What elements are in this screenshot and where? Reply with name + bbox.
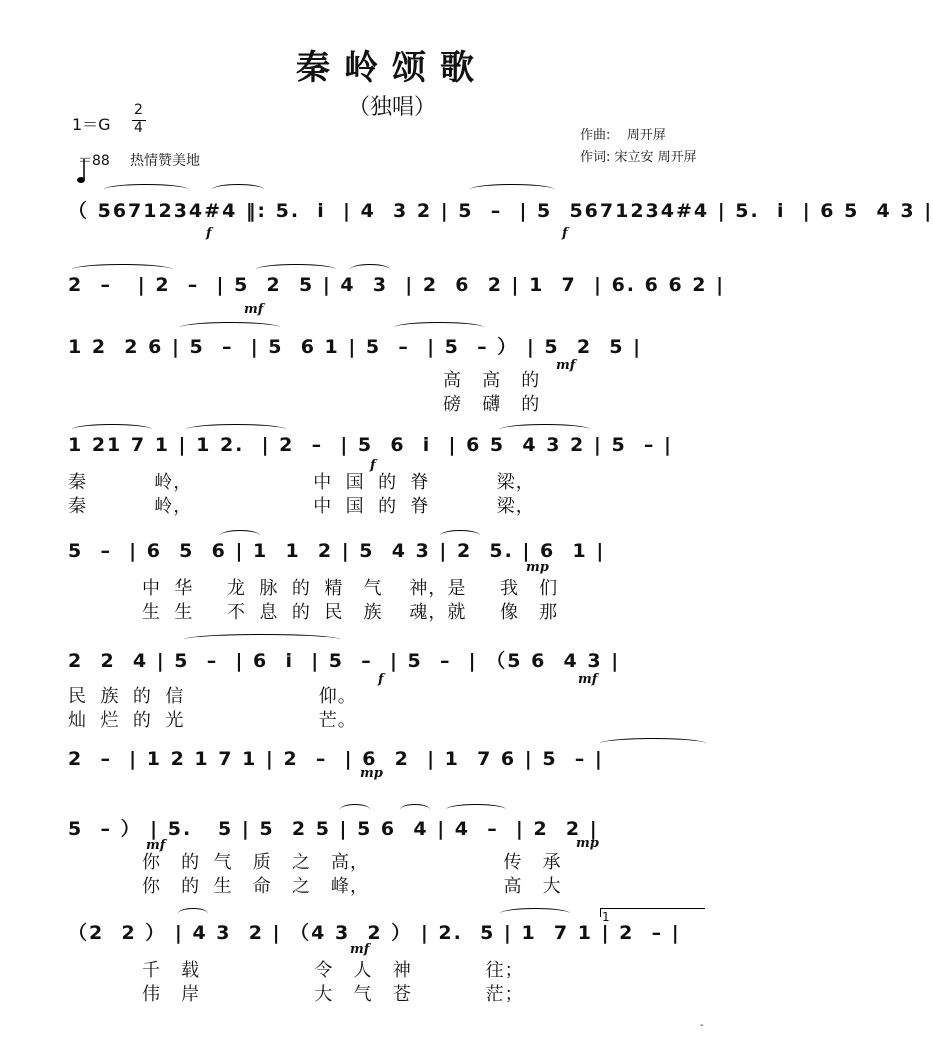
lyric-line-2: 秦 岭， 中 国 的 脊 梁，	[68, 496, 535, 517]
notation-line: 2 – | 2 – | 5 2 5 | 4 3 | 2 6 2 | 1 7 | 6. 6 6 2 |	[68, 274, 726, 296]
lyric-line-2: 伟 岸 大 气 苍 茫；	[68, 984, 524, 1005]
dynamic-mark: mp	[360, 766, 383, 781]
key-signature: 1＝G	[72, 115, 111, 134]
slur-mark	[184, 634, 340, 645]
dynamic-mark: f	[370, 458, 376, 473]
dynamic-mark: mf	[578, 672, 598, 687]
slur-mark	[440, 530, 480, 541]
notation-line: 2 – | 1 2 1 7 1 | 2 – | 6 2 | 1 7 6 | 5 – |	[68, 748, 604, 770]
slur-mark	[470, 184, 554, 195]
dynamic-mark: mp	[576, 836, 599, 851]
dynamic-mark: mf	[146, 838, 166, 853]
dynamic-mark: f	[378, 672, 384, 687]
page-mark: -	[700, 1020, 704, 1031]
slur-mark	[394, 322, 484, 333]
song-subtitle: （独唱）	[347, 95, 436, 120]
volta-number: 1	[602, 910, 610, 924]
dynamic-mark: mf	[350, 942, 370, 957]
slur-mark	[72, 424, 152, 435]
slur-mark	[340, 804, 370, 815]
lyric-line-1: 秦 岭， 中 国 的 脊 梁，	[68, 472, 535, 493]
slur-mark	[186, 424, 286, 435]
slur-mark	[256, 264, 336, 275]
notation-line: 2 2 4 | 5 – | 6 i | 5 – | 5 – | （5 6 4 3 |	[68, 650, 621, 672]
lyric-line-1: 高 高 的	[80, 370, 541, 391]
slur-mark	[500, 424, 590, 435]
slur-mark	[212, 184, 264, 195]
dynamic-mark: mf	[244, 302, 264, 317]
lyric-line-1: 你 的 气 质 之 高， 传 承	[68, 852, 562, 873]
slur-mark	[178, 908, 208, 919]
notation-line: （ 5671234#4 ‖: 5. i | 4 3 2 | 5 – | 5 5671234#4 | 5. i | 6 5 4 3 |	[68, 200, 933, 222]
notation-line: 1 21 7 1 | 1 2. | 2 – | 5 6 i | 6 5 4 3 2 | 5 – |	[68, 434, 673, 456]
lyric-line-1: 中 华 龙 脉 的 精 气 神，是 我 们	[68, 578, 559, 599]
notation-line: 1 2 2 6 | 5 – | 5 6 1 | 5 – | 5 – ） | 5 2 5 |	[68, 336, 643, 358]
notation-line: 5 – | 6 5 6 | 1 1 2 | 5 4 3 | 2 5. | 6 1 |	[68, 540, 606, 562]
lyric-line-2: 生 生 不 息 的 民 族 魂，就 像 那	[68, 602, 559, 623]
slur-mark	[446, 804, 506, 815]
volta-bracket	[600, 908, 705, 917]
tempo-marking: ＝88	[78, 153, 110, 169]
slur-mark	[104, 184, 188, 195]
slur-mark	[72, 264, 172, 275]
slur-mark	[400, 804, 430, 815]
dynamic-mark: mf	[556, 358, 576, 373]
composer-credit: 作曲: 周开屏	[580, 128, 666, 143]
slur-mark	[350, 264, 390, 275]
song-title: 秦岭颂歌	[296, 48, 488, 88]
dynamic-mark: f	[206, 226, 212, 241]
lyric-line-1: 千 载 令 人 神 往；	[68, 960, 524, 981]
lyric-line-2: 灿 烂 的 光 芒。	[68, 710, 357, 731]
lyric-line-2: 磅 礴 的	[80, 394, 541, 415]
expression-marking: 热情赞美地	[130, 153, 200, 169]
time-signature-top: 2	[134, 102, 143, 118]
slur-mark	[500, 908, 570, 919]
notation-line: （2 2 ） | 4 3 2 | （4 3 2 ） | 2. 5 | 1 7 1 | 2 – |	[68, 922, 681, 944]
lyricist-credit: 作词: 宋立安 周开屏	[580, 150, 697, 165]
dynamic-mark: mp	[526, 560, 549, 575]
lyric-line-2: 你 的 生 命 之 峰， 高 大	[68, 876, 562, 897]
dynamic-mark: f	[562, 226, 568, 241]
time-signature-bottom: 4	[134, 120, 143, 136]
quarter-note-icon	[66, 140, 76, 164]
slur-mark	[180, 322, 280, 333]
notation-line: 5 – ） | 5. 5 | 5 2 5 | 5 6 4 | 4 – | 2 2 |	[68, 818, 599, 840]
lyric-line-1: 民 族 的 信 仰。	[68, 686, 357, 707]
slur-mark	[220, 530, 260, 541]
slur-mark	[600, 738, 706, 749]
